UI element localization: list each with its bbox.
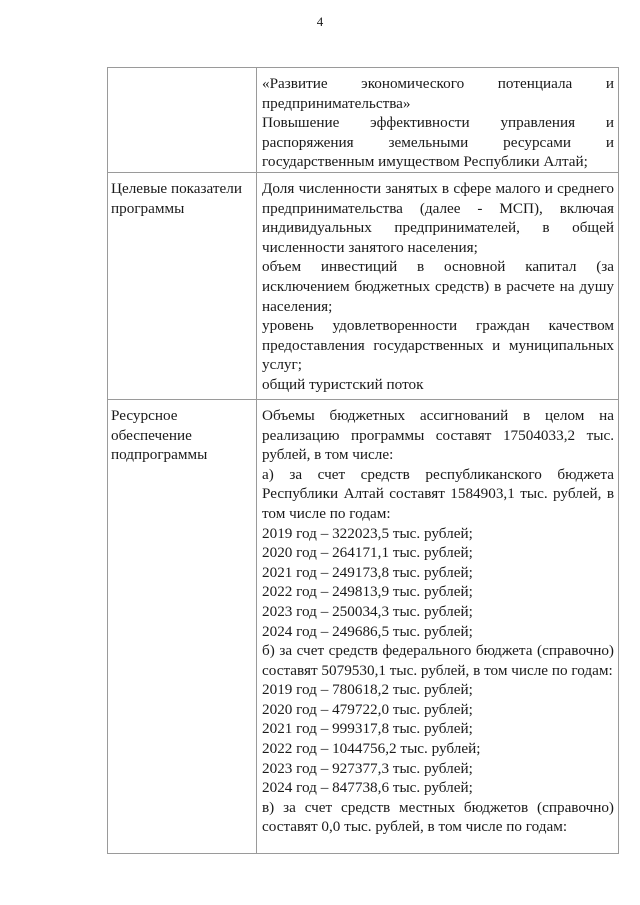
text-line: объем инвестиций в основной капитал (за bbox=[262, 258, 614, 276]
text-line: Ресурсное bbox=[111, 406, 178, 424]
text-line: 2019 год – 780618,2 тыс. рублей; bbox=[262, 681, 473, 699]
text-line: составят 5079530,1 тыс. рублей, в том числе по годам: bbox=[262, 661, 613, 679]
text-line: индивидуальных предпринимателей, в общей bbox=[262, 219, 614, 237]
text-line: Целевые показатели bbox=[111, 179, 242, 197]
row-content-cell bbox=[257, 172, 619, 399]
text-line: услуг; bbox=[262, 356, 302, 374]
text-line: численности занятого населения; bbox=[262, 238, 478, 256]
row-content-cell bbox=[257, 399, 619, 853]
text-line: населения; bbox=[262, 297, 333, 315]
text-line: том числе по годам: bbox=[262, 504, 391, 522]
text-line: рублей, в том числе: bbox=[262, 446, 394, 464]
text-line: 2020 год – 479722,0 тыс. рублей; bbox=[262, 700, 473, 718]
text-line: государственным имуществом Республики Алтай; bbox=[262, 153, 588, 171]
text-line: исключением бюджетных средств) в расчете на душу bbox=[262, 277, 614, 295]
text-line: 2023 год – 927377,3 тыс. рублей; bbox=[262, 759, 473, 777]
program-passport-table bbox=[107, 67, 619, 854]
text-line: 2024 год – 847738,6 тыс. рублей; bbox=[262, 779, 473, 797]
text-line: обеспечение bbox=[111, 426, 192, 444]
text-line: подпрограммы bbox=[111, 446, 208, 464]
text-line: в) за счет средств местных бюджетов (справочно) bbox=[262, 798, 614, 816]
row-content-cell bbox=[257, 68, 619, 173]
text-line: 2024 год – 249686,5 тыс. рублей; bbox=[262, 622, 473, 640]
text-line: 2022 год – 249813,9 тыс. рублей; bbox=[262, 583, 473, 601]
text-line: Республики Алтай составят 1584903,1 тыс. рублей, в bbox=[262, 485, 614, 503]
text-line: «Развитие экономического потенциала и bbox=[262, 75, 614, 92]
table-row-resource-provision bbox=[108, 399, 619, 853]
table-row-target-indicators bbox=[108, 172, 619, 399]
text-line: составят 0,0 тыс. рублей, в том числе по годам: bbox=[262, 818, 568, 836]
text-line: Доля численности занятых в сфере малого и среднего bbox=[262, 179, 614, 197]
text-line: а) за счет средств республиканского бюджета bbox=[262, 465, 614, 483]
text-line: 2021 год – 249173,8 тыс. рублей; bbox=[262, 563, 473, 581]
table-row-subprograms bbox=[108, 68, 619, 173]
text-line: Объемы бюджетных ассигнований в целом на bbox=[262, 406, 614, 424]
text-line: 2023 год – 250034,3 тыс. рублей; bbox=[262, 602, 473, 620]
text-line: Повышение эффективности управления и bbox=[262, 114, 614, 132]
text-line: 2022 год – 1044756,2 тыс. рублей; bbox=[262, 740, 481, 758]
text-line: предоставления государственных и муниципальных bbox=[262, 336, 614, 354]
row-label-cell bbox=[108, 172, 257, 399]
row-label-cell bbox=[108, 399, 257, 853]
text-line: 2021 год – 999317,8 тыс. рублей; bbox=[262, 720, 473, 738]
text-line: 2020 год – 264171,1 тыс. рублей; bbox=[262, 544, 473, 562]
text-line: предпринимательства» bbox=[262, 94, 411, 112]
page-number: 4 bbox=[316, 14, 324, 29]
text-line: б) за счет средств федерального бюджета (справочно) bbox=[262, 642, 614, 660]
text-line: уровень удовлетворенности граждан качеством bbox=[262, 317, 614, 335]
text-line: распоряжения земельными ресурсами и bbox=[262, 133, 614, 151]
row-label-cell bbox=[108, 68, 257, 173]
text-line: предпринимательства (далее - МСП), включая bbox=[262, 199, 614, 217]
text-line: реализацию программы составят 17504033,2 тыс. bbox=[262, 426, 614, 444]
text-line: 2019 год – 322023,5 тыс. рублей; bbox=[262, 524, 473, 542]
text-line: программы bbox=[111, 199, 185, 217]
text-line: общий туристский поток bbox=[262, 375, 424, 393]
